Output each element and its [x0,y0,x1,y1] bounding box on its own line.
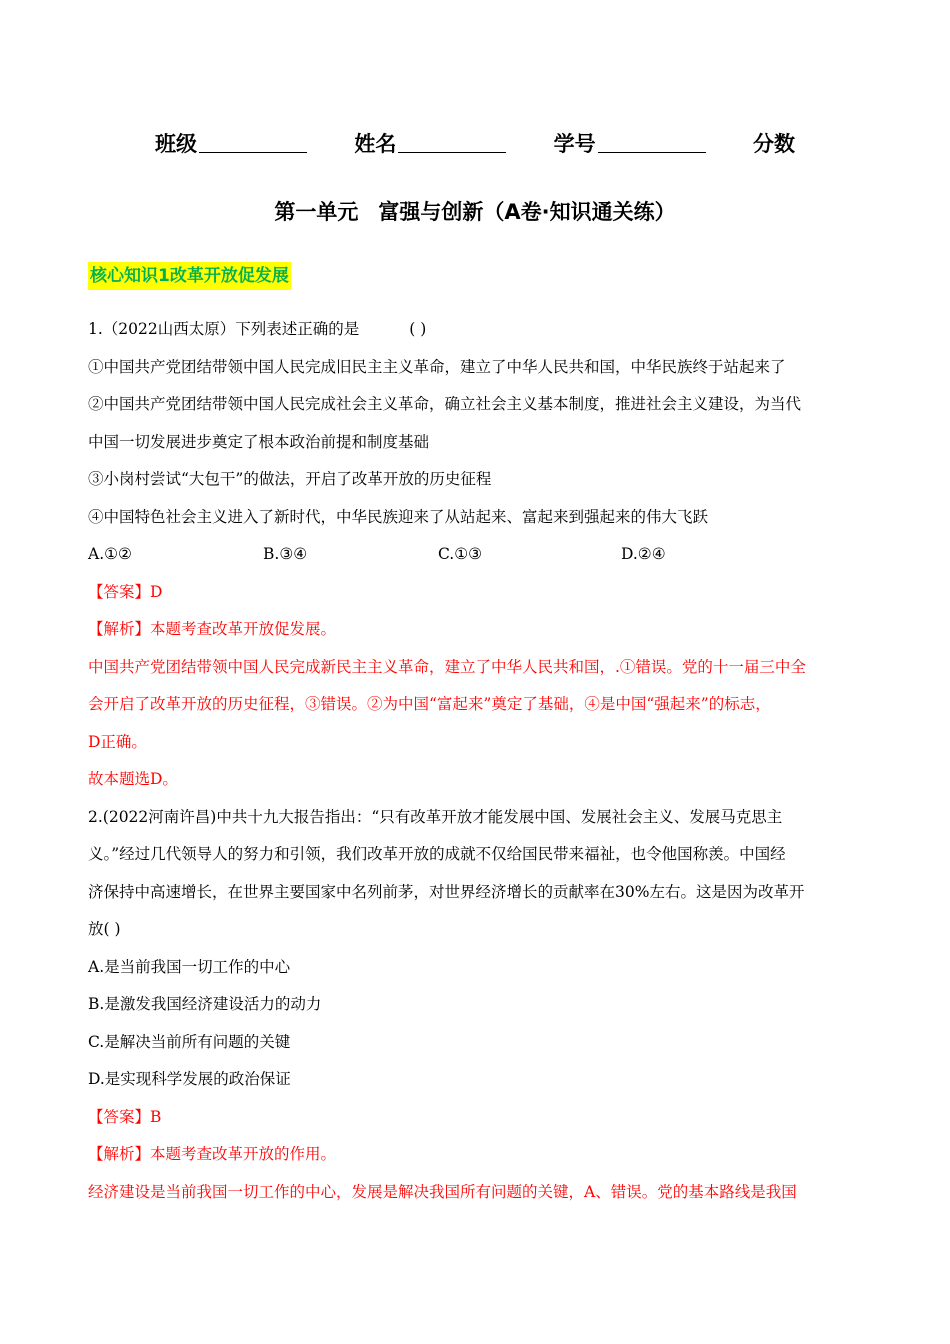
question-1-explanation-1: 中国共产党团结带领中国人民完成新民主主义革命，建立了中华人民共和国，.①错误。党的十一届三中全 [88,657,806,676]
question-1-statement-1: ①中国共产党团结带领中国人民完成旧民主主义革命，建立了中华人民共和国，中华民族终于站起来了 [88,357,786,376]
topic-title: 富强与创新（A卷·知识通关练） [378,200,676,224]
question-2-answer: 【答案】B [88,1107,162,1126]
question-2-option-a: A.是当前我国一切工作的中心 [88,957,291,976]
score-label: 分数 [752,132,795,156]
question-1-explanation-2: 会开启了改革开放的历史征程，③错误。②为中国“富起来”奠定了基础，④是中国“强起来”的标志， [88,695,771,713]
question-1-statement-3: ③小岗村尝试“大包干”的做法，开启了改革开放的历史征程 [88,470,492,488]
question-1-statement-2-cont: 中国一切发展进步奠定了根本政治前提和制度基础 [88,432,430,451]
score-field [753,128,795,158]
question-2-stem-1: 2.(2022河南许昌)中共十九大报告指出：“只有改革开放才能发展中国、发展社会主义、发展马克思主 [88,807,783,826]
question-2-option-b: B.是激发我国经济建设活力的动力 [88,995,322,1013]
questions-body [88,311,868,1211]
page-title [0,196,950,226]
question-2-option-d: D.是实现科学发展的政治保证 [88,1070,291,1088]
question-2-stem-2: 义。”经过几代领导人的努力和引领，我们改革开放的成就不仅给国民带来福祉，也令他国称羡。中国经 [88,845,786,863]
question-1-analysis: 【解析】本题考查改革开放促发展。 [88,620,337,638]
question-2-explanation-1: 经济建设是当前我国一切工作的中心，发展是解决我国所有问题的关键，A、错误。党的基本路线是我国 [88,1182,797,1201]
option-b: B.③④ [263,545,308,563]
option-c: C.①③ [438,545,483,563]
question-2-stem-4: 放( ) [88,920,121,938]
number-label: 学号 [553,132,596,156]
question-2-option-c: C.是解决当前所有问题的关键 [88,1032,291,1051]
question-2-stem-3: 济保持中高速增长，在世界主要国家中名列前茅，对世界经济增长的贡献率在30%左右。这是因为改革开 [88,882,805,901]
name-field [354,128,506,158]
name-label: 姓名 [354,132,397,156]
class-blank [199,132,307,153]
question-1-answer: 【答案】D [88,582,163,601]
option-a: A.①② [88,545,132,563]
question-1-statement-2: ②中国共产党团结带领中国人民完成社会主义革命，确立社会主义基本制度，推进社会主义建设，为当代 [88,395,802,413]
class-label: 班级 [155,132,198,156]
section-heading: 核心知识1改革开放促发展 [88,262,291,290]
question-1-stem: 1.（2022山西太原）下列表述正确的是 ( ) [88,320,427,338]
student-info-line [0,128,950,158]
number-blank [598,132,706,153]
name-blank [398,132,506,153]
question-1-explanation-3: D正确。 [88,732,147,751]
unit-title: 第一单元 [274,200,359,224]
question-1-statement-4: ④中国特色社会主义进入了新时代，中华民族迎来了从站起来、富起来到强起来的伟大飞跃 [88,507,709,526]
number-field [554,128,706,158]
question-2-analysis: 【解析】本题考查改革开放的作用。 [88,1145,337,1163]
option-d: D.②④ [621,545,666,563]
class-field [155,128,307,158]
question-1-options [88,536,868,574]
question-1-conclusion: 故本题选D。 [88,770,178,788]
